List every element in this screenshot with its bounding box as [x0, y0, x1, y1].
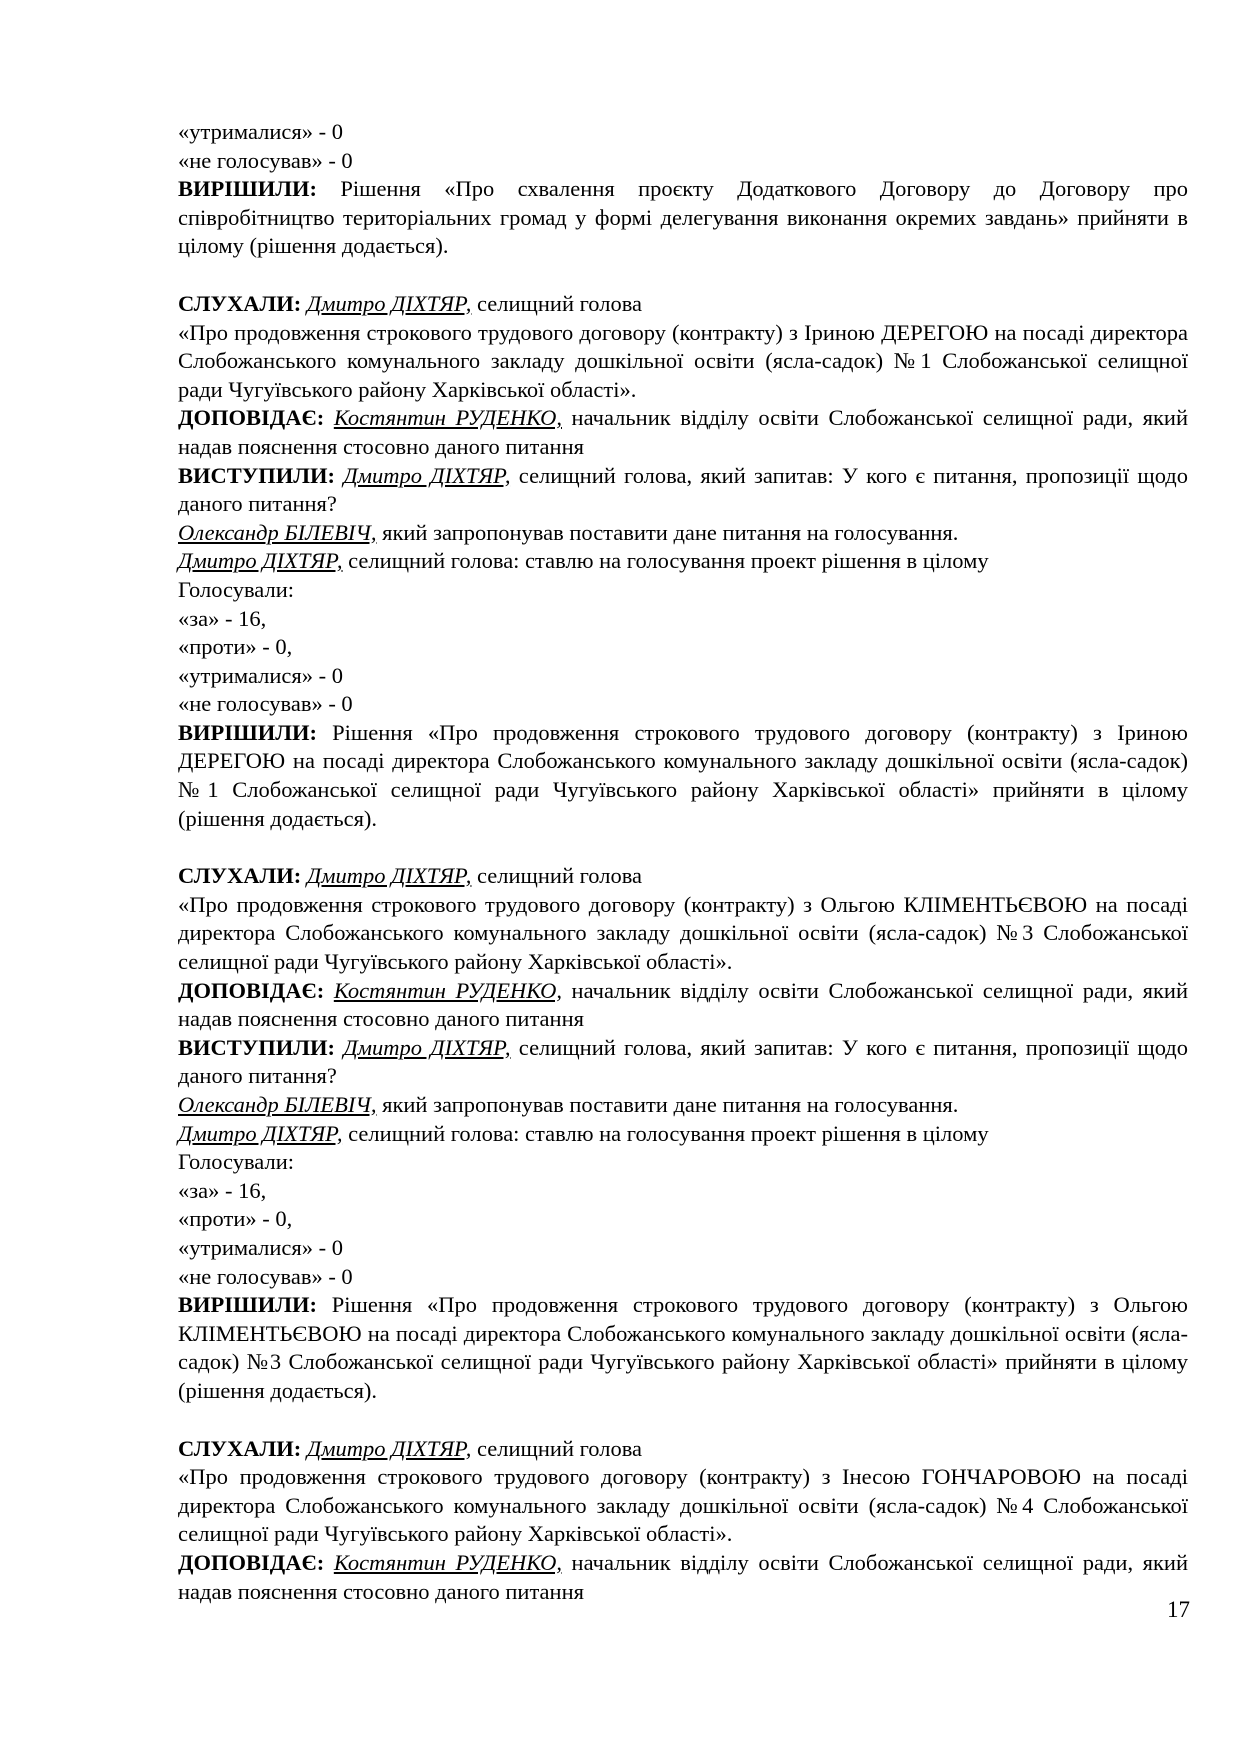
chair-name: Дмитро ДІХТЯР, [178, 1120, 343, 1146]
spoke-name: Дмитро ДІХТЯР, [343, 1034, 511, 1060]
decided-text: Рішення «Про схвалення проєкту Додаткового Договору до Договору про співробітництво територіальних громад у формі делегування виконання окремих завдань» прийняти в цілому (рішення додається). [178, 176, 1188, 259]
proposal-name: Олександр БІЛЕВІЧ, [178, 519, 377, 545]
proposal-line [178, 1091, 1188, 1120]
report-label: ДОПОВІДАЄ: [178, 405, 325, 431]
report-text: начальник відділу освіти Слобожанської селищної ради, який надав пояснення стосовно даного питання [178, 405, 1189, 459]
spoke-paragraph [178, 1034, 1188, 1091]
decided-label: ВИРІШИЛИ: [178, 176, 317, 202]
decided-label: ВИРІШИЛИ: [178, 1292, 317, 1318]
heard-name: Дмитро ДІХТЯР, [306, 1435, 472, 1461]
spoke-name: Дмитро ДІХТЯР, [343, 462, 511, 488]
heard-role: селищний голова [471, 1435, 643, 1461]
topic-paragraph: «Про продовження строкового трудового договору (контракту) з Ольгою КЛІМЕНТЬЄВОЮ на посаді директора Слобожанського комунального закладу дошкільної освіти (ясла-садок) №3 Слобожанської селищної ради Чугуївського району Харківської області». [178, 891, 1188, 975]
report-paragraph [178, 977, 1188, 1034]
page-body [178, 118, 1188, 1606]
vote-not-voted: «не голосував» - 0 [178, 147, 353, 173]
voted-heading: Голосували: [178, 576, 294, 602]
topic-paragraph: «Про продовження строкового трудового договору (контракту) з Інесою ГОНЧАРОВОЮ на посаді директора Слобожанського комунального закладу дошкільної освіти (ясла-садок) №4 Слобожанської селищної ради Чугуївського району Харківської області». [178, 1464, 1188, 1547]
report-label: ДОПОВІДАЄ: [178, 977, 325, 1003]
report-paragraph [178, 404, 1188, 461]
decided-text: Рішення «Про продовження строкового трудового договору (контракту) з Ольгою КЛІМЕНТЬЄВОЮ на посаді директора Слобожанського комунального закладу дошкільної освіти (ясла-садок) №3 Слобожанської селищної ради Чугуївського району Харківської області» прийняти в цілому (рішення додається). [178, 1292, 1188, 1403]
heard-name: Дмитро ДІХТЯР, [306, 290, 472, 316]
report-text: начальник відділу освіти Слобожанської селищної ради, який надав пояснення стосовно даного питання [178, 1549, 1189, 1604]
report-name: Костянтин РУДЕНКО, [333, 1549, 562, 1575]
proposal-text: який запропонував поставити дане питання на голосування. [376, 519, 959, 545]
spoke-label: ВИСТУПИЛИ: [178, 1034, 336, 1060]
vote-abstained: «утрималися» - 0 [178, 119, 344, 144]
heard-label: СЛУХАЛИ: [178, 1435, 302, 1461]
heard-line [178, 1435, 1188, 1464]
report-paragraph [178, 1549, 1188, 1606]
voted-heading: Голосували: [178, 1149, 294, 1175]
report-label: ДОПОВІДАЄ: [178, 1549, 325, 1575]
chair-text: селищний голова: ставлю на голосування проект рішення в цілому [342, 1120, 989, 1146]
chair-name: Дмитро ДІХТЯР, [178, 548, 343, 574]
spoke-label: ВИСТУПИЛИ: [178, 462, 336, 488]
report-text: начальник відділу освіти Слобожанської селищної ради, який надав пояснення стосовно даного питання [178, 977, 1189, 1032]
decision-paragraph [178, 175, 1188, 261]
page-number: 17 [1167, 1597, 1190, 1622]
vote-for: «за» - 16, [178, 1177, 267, 1203]
chair-line [178, 547, 1188, 576]
vote-abstained: «утрималися» - 0 [178, 662, 344, 688]
vote-for: «за» - 16, [178, 605, 267, 631]
paragraph-gap [178, 1406, 1188, 1435]
decision-paragraph [178, 1291, 1188, 1405]
proposal-line [178, 519, 1188, 548]
paragraph-gap [178, 833, 1188, 862]
heard-line [178, 862, 1188, 891]
heard-label: СЛУХАЛИ: [178, 290, 302, 316]
spoke-paragraph [178, 462, 1188, 519]
chair-line [178, 1120, 1188, 1149]
chair-text: селищний голова: ставлю на голосування проект рішення в цілому [342, 548, 989, 574]
heard-name: Дмитро ДІХТЯР, [306, 863, 472, 889]
report-name: Костянтин РУДЕНКО, [333, 405, 562, 431]
vote-not-voted: «не голосував» - 0 [178, 691, 353, 717]
decided-text: Рішення «Про продовження строкового трудового договору (контракту) з Іриною ДЕРЕГОЮ на посаді директора Слобожанського комунального закладу дошкільної освіти (ясла-садок) №1 Слобожанської селищної ради Чугуївського району Харківської області» прийняти в цілому (рішення додається). [178, 719, 1188, 831]
proposal-name: Олександр БІЛЕВІЧ, [178, 1092, 377, 1117]
heard-line [178, 290, 1188, 319]
vote-against: «проти» - 0, [178, 1206, 293, 1232]
vote-abstained: «утрималися» - 0 [178, 1234, 344, 1260]
spoke-text: селищний голова, який запитав: У кого є питання, пропозиції щодо даного питання? [178, 1034, 1189, 1089]
paragraph-gap [178, 261, 1188, 290]
decided-label: ВИРІШИЛИ: [178, 719, 317, 745]
vote-against: «проти» - 0, [178, 634, 293, 660]
report-name: Костянтин РУДЕНКО, [333, 977, 562, 1003]
vote-not-voted: «не голосував» - 0 [178, 1263, 353, 1289]
heard-role: селищний голова [471, 290, 643, 316]
heard-role: селищний голова [471, 863, 643, 889]
heard-label: СЛУХАЛИ: [178, 863, 302, 889]
decision-paragraph [178, 719, 1188, 833]
proposal-text: який запропонував поставити дане питання на голосування. [376, 1092, 959, 1117]
topic-paragraph: «Про продовження строкового трудового договору (контракту) з Іриною ДЕРЕГОЮ на посаді директора Слобожанського комунального закладу дошкільної освіти (ясла-садок) №1 Слобожанської селищної ради Чугуївського району Харківської області». [178, 319, 1188, 402]
spoke-text: селищний голова, який запитав: У кого є питання, пропозиції щодо даного питання? [178, 462, 1189, 517]
